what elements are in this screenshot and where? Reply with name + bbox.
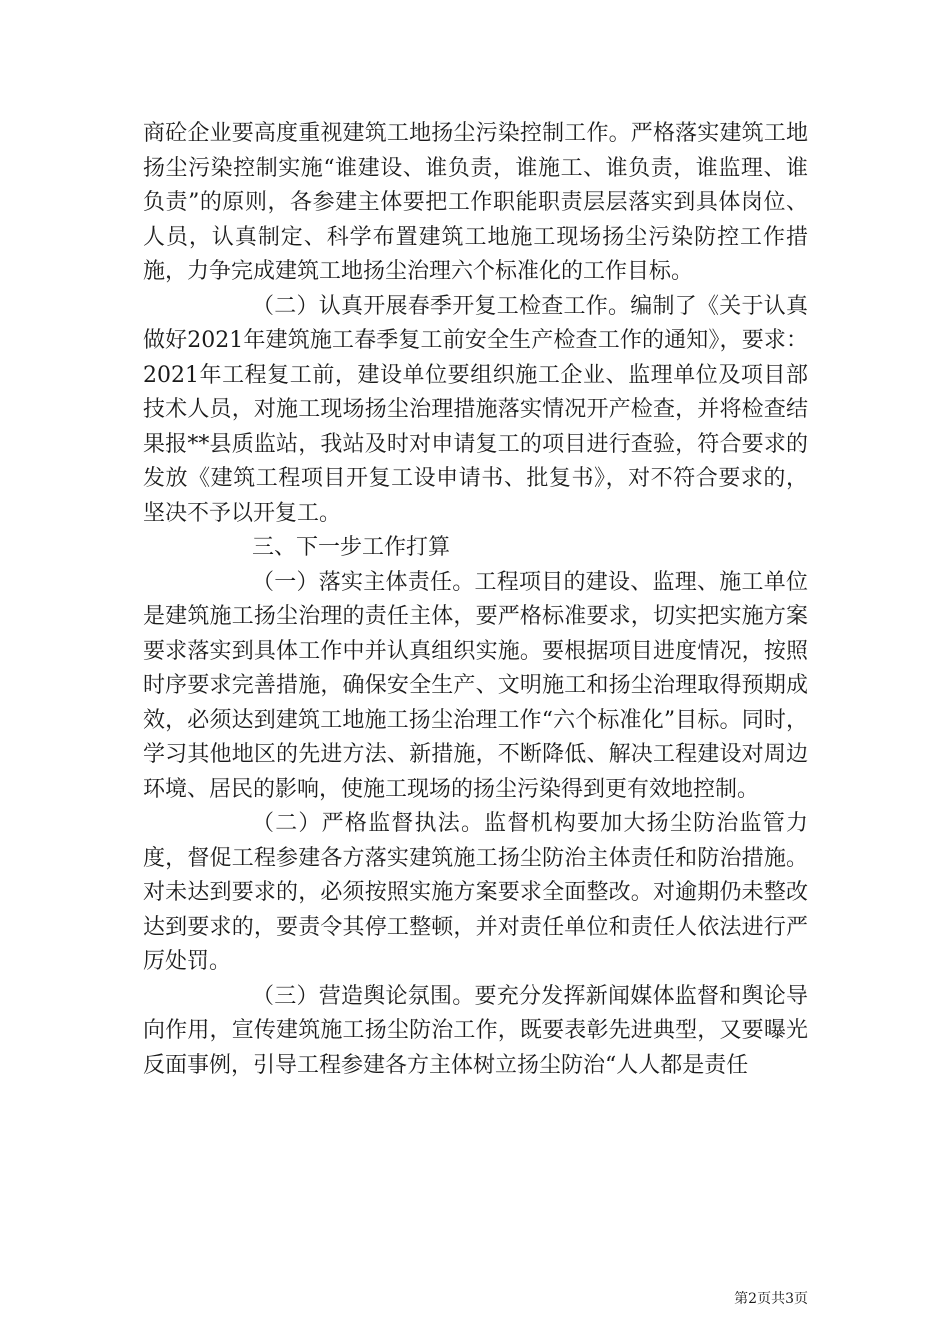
document-body: [143, 117, 808, 1083]
paragraph-supervision: （二）严格监督执法。监督机构要加大扬尘防治监管力度，督促工程参建各方落实建筑施工扬尘防治主体责任和防治措施。对未达到要求的，必须按照实施方案要求全面整改。对逾期仍未整改达到要求的，要责令其停工整顿，并对责任单位和责任人依法进行严厉处罚。: [143, 811, 808, 974]
paragraph-spring-inspection: （二）认真开展春季开复工检查工作。编制了《关于认真做好2021年建筑施工春季复工前安全生产检查工作的通知》，要求：2021年工程复工前，建设单位要组织施工企业、监理单位及项目部技术人员，对施工现场扬尘治理措施落实情况开产检查，并将检查结果报**县质监站，我站及时对申请复工的项目进行查验，符合要求的发放《建筑工程项目开复工设申请书、批复书》，对不符合要求的，坚决不予以开复工。: [143, 293, 808, 526]
paragraph-public-opinion: （三）营造舆论氛围。要充分发挥新闻媒体监督和舆论导向作用，宣传建筑施工扬尘防治工作，既要表彰先进典型，又要曝光反面事例，引导工程参建各方主体树立扬尘防治“人人都是责任: [143, 983, 808, 1078]
paragraph-main-responsibility: （一）落实主体责任。工程项目的建设、监理、施工单位是建筑施工扬尘治理的责任主体，要严格标准要求，切实把实施方案要求落实到具体工作中并认真组织实施。要根据项目进度情况，按照时序要求完善措施，确保安全生产、文明施工和扬尘治理取得预期成效，必须达到建筑工地施工扬尘治理工作“六个标准化”目标。同时，学习其他地区的先进方法、新措施，不断降低、解决工程建设对周边环境、居民的影响，使施工现场的扬尘污染得到更有效地控制。: [143, 569, 808, 802]
paragraph-continuation: 商砼企业要高度重视建筑工地扬尘污染控制工作。严格落实建筑工地扬尘污染控制实施“谁建设、谁负责，谁施工、谁负责，谁监理、谁负责”的原则，各参建主体要把工作职能职责层层落实到具体岗位、人员，认真制定、科学布置建筑工地施工现场扬尘污染防控工作措施，力争完成建筑工地扬尘治理六个标准化的工作目标。: [143, 121, 808, 284]
page-number-footer: 第2页共3页: [734, 1291, 808, 1307]
section-heading-next-steps: 三、下一步工作打算: [252, 535, 451, 560]
